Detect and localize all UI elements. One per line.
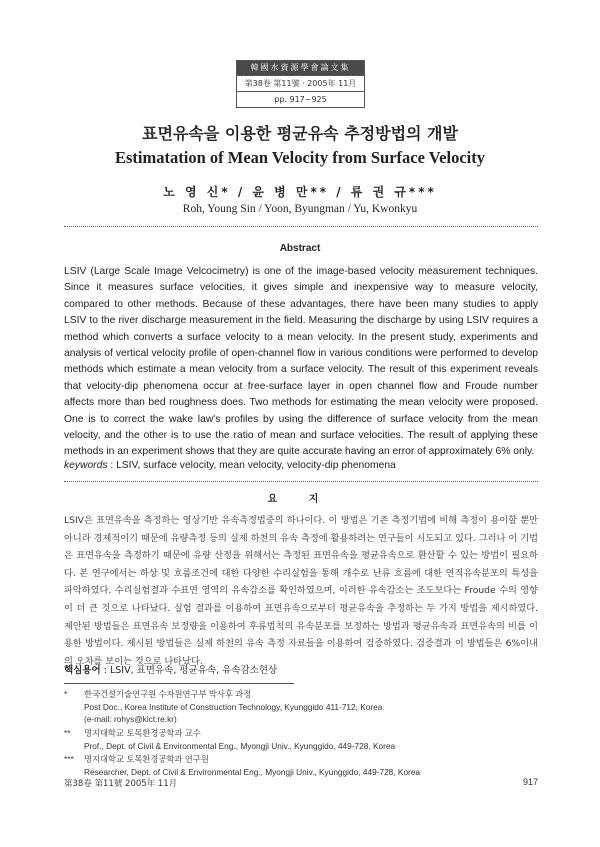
divider <box>64 481 538 482</box>
keywords <box>64 460 538 471</box>
keywords-text: : LSIV, surface velocity, mean velocity, velocity-dip phenomena <box>107 460 396 471</box>
divider <box>64 226 538 227</box>
core-terms-label: 핵심용어 <box>64 665 101 676</box>
abstract-heading: Abstract <box>279 243 321 254</box>
page-number: 917 <box>522 777 538 787</box>
core-terms-text: : LSIV, 표면유속, 평균유속, 유속감소현상 <box>100 665 278 676</box>
journal-name: 韓國水資源學會論文集 <box>237 61 364 75</box>
core-terms <box>64 662 277 676</box>
keywords-label: keywords <box>64 460 108 471</box>
journal-pages: pp. 917~925 <box>237 91 364 107</box>
footnote-rule <box>64 683 294 684</box>
summary-heading: 요 지 <box>267 494 333 505</box>
title-english: Estimatation of Mean Velocity from Surface Velocity <box>115 148 485 167</box>
abstract-text: LSIV (Large Scale Image Velcocimetry) is one of the image-based velocity measurement techniques. Since it measures surface velocities, it gives simple and inexpensive way to measure velocity, compared to other methods. Because of these advantages, there have been many studies to apply LSIV to the river discharge measurement in the field. Measuring the discharge by using LSIV requires a method which converts a surface velocity to a mean velocity. In the present study, experiments and analysis of vertical velocity profile of open-channel flow in various conditions were performed to develop methods which estimate a mean velocity from a surface velocity. The result of this experiment reveals that velocity-dip phenomena occur at free-surface layer in open channel flow and Froude number affects more than bed roughness does. Two methods for estimating the mean velocity were proposed. One is to correct the wake law's profiles by using the difference of surface velocity from the mean velocity, and the other is to use the ratio of mean and surface velocities. The result of applying these methods in an experiment shows that they are quite accurate having an error of approximately 6% only. <box>64 266 538 458</box>
journal-header-box <box>236 60 365 108</box>
authors-korean: 노 영 신* / 윤 병 만** / 류 권 규*** <box>163 185 437 199</box>
footnote-1: * 한국건설기술연구원 수자원연구부 박사후 과정 Post Doc., Korea Institute of Construction Technology, Kyunggido 411-712, Korea (e-mail: rohys@kict.re.kr) <box>64 689 383 724</box>
footnote-2: ** 명지대학교 토목환경공학과 교수 Prof., Dept. of Civil & Environmental Eng., Myongji Univ., Kyunggido, 449-728, Korea <box>64 728 396 751</box>
footnote-3: *** 명지대학교 토목환경공학과 연구원 Researcher, Dept. of Civil & Environmental Eng., Myongji Univ., Kyunggido, 449-728, Korea <box>64 754 421 777</box>
journal-volume: 第38卷 第11號 · 2005年 11月 <box>237 75 364 91</box>
title-korean: 표면유속을 이용한 평균유속 추정방법의 개발 <box>142 124 458 143</box>
summary-text: LSIV은 표면유속을 측정하는 영상기반 유속측정법중의 하나이다. 이 방법은 기존 측정기법에 비해 측정이 용이할 뿐만 아니라 경제적이기 때문에 유량측정 등의 실제 하천의 유속 측정에 활용하려는 연구들이 시도되고 있다. 그러나 이 기법은 표면유속을 측정하기 때문에 유량 산정을 위해서는 측정된 표면유속을 평균유속으로 환산할 수 있는 방법이 필요하다. 본 연구에서는 하상 및 흐름조건에 대한 다양한 수리실험을 통해 개수로 난류 흐름에 대한 연직유속분포의 특성을 파악하였다. 수리실험결과 수표면 영역의 유속감소를 확인하였으며, 이러한 유속감소는 조도보다는 Froude 수의 영향이 더 큰 것으로 나타났다. 실험 결과를 이용하여 표면유속으로부터 평균유속을 추정하는 두 가지 방법을 제시하였다. 제안된 방법들은 표면유속 보정량을 이용하여 후류법칙의 유속분포를 보정하는 방법과 평균유속과 표면유속의 비를 이용한 방법이다. 제시된 방법들은 실제 하천의 유속 측정 자료들을 이용하여 검증하였다. 검증결과 이 방법들은 6%이내의 오차를 보이는 것으로 나타났다. <box>64 515 538 667</box>
authors-english: Roh, Young Sin / Yoon, Byungman / Yu, Kwonkyu <box>182 203 418 215</box>
footer-volume: 第38卷 第11號 2005年 11月 <box>64 779 178 789</box>
